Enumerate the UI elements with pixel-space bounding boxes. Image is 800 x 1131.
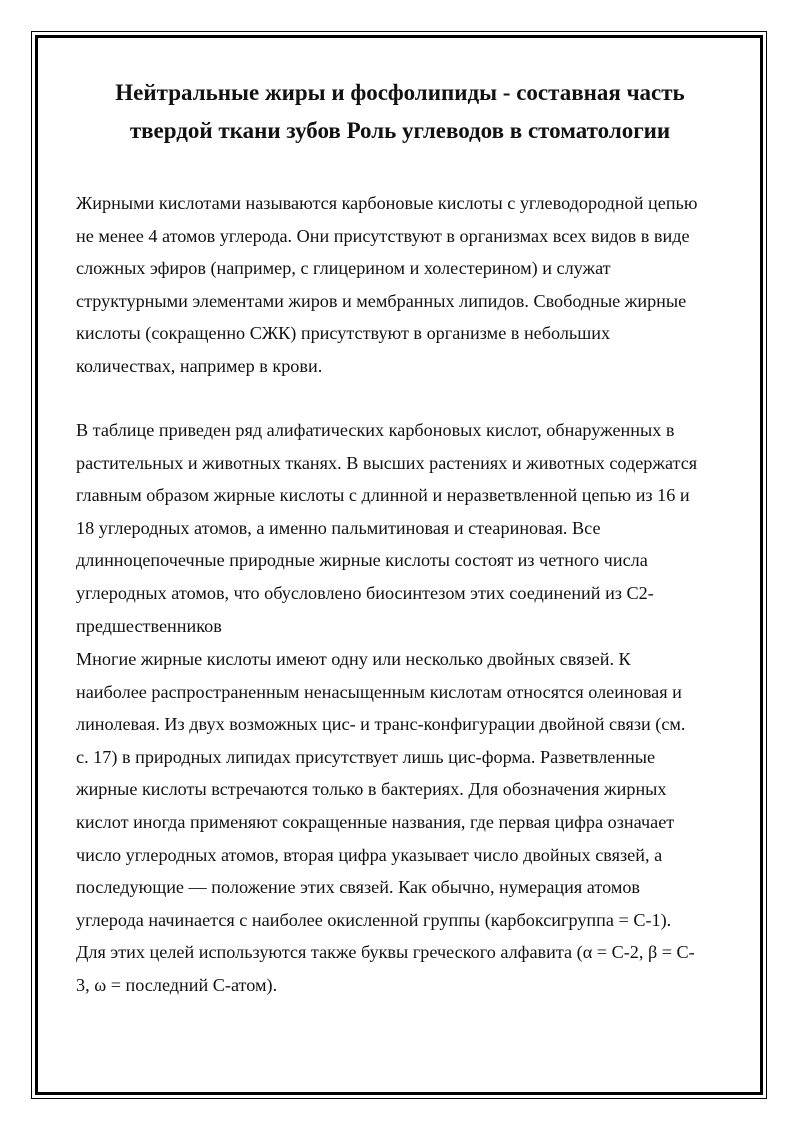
paragraph-aliphatic-acids-table: В таблице приведен ряд алифатических карбоновых кислот, обнаруженных в растительных и животных тканях. В высших растениях и животных содержатся главным образом жирные кислоты с длинной и неразветвленной цепью из 16 и 18 углеродных атомов, а именно пальмитиновая и стеариновая. Все длинноцепочечные природные жирные кислоты состоят из четного числа углеродных атомов, что обусловлено биосинтезом этих соединений из С2- предшественников [76,420,698,636]
paragraph-fatty-acids-definition: Жирными кислотами называются карбоновые кислоты с углеводородной цепью не менее 4 атомов углерода. Они присутствуют в организмах всех видов в виде сложных эфиров (например, с глицерином и холестерином) и служат структурными элементами жиров и мембранных липидов. Свободные жирные кислоты (сокращенно СЖК) присутствуют в организме в небольших количествах, например в крови. [76,193,698,376]
paragraph-unsaturated-acids: Многие жирные кислоты имеют одну или несколько двойных связей. К наиболее распространенным ненасыщенным кислотам относятся олеиновая и линолевая. Из двух возможных цис- и транс-конфигурации двойной связи (см. с. 17) в природных липидах присутствует лишь цис-форма. Разветвленные жирные кислоты встречаются только в бактериях. Для обозначения жирных кислот иногда применяют сокращенные названия, где первая цифра означает число углеродных атомов, вторая цифра указывает число двойных связей, а последующие — положение этих связей. Как обычно, нумерация атомов углерода начинается с наиболее окисленной группы (карбоксигруппа = С-1). Для этих целей используются также буквы греческого алфавита (α = С-2, β = С- 3, ω = последний С-атом). [76,649,695,995]
page-title: Нейтральные жиры и фосфолипиды - составная часть твердой ткани зубов Роль углеводов в стоматологии [115,80,685,143]
